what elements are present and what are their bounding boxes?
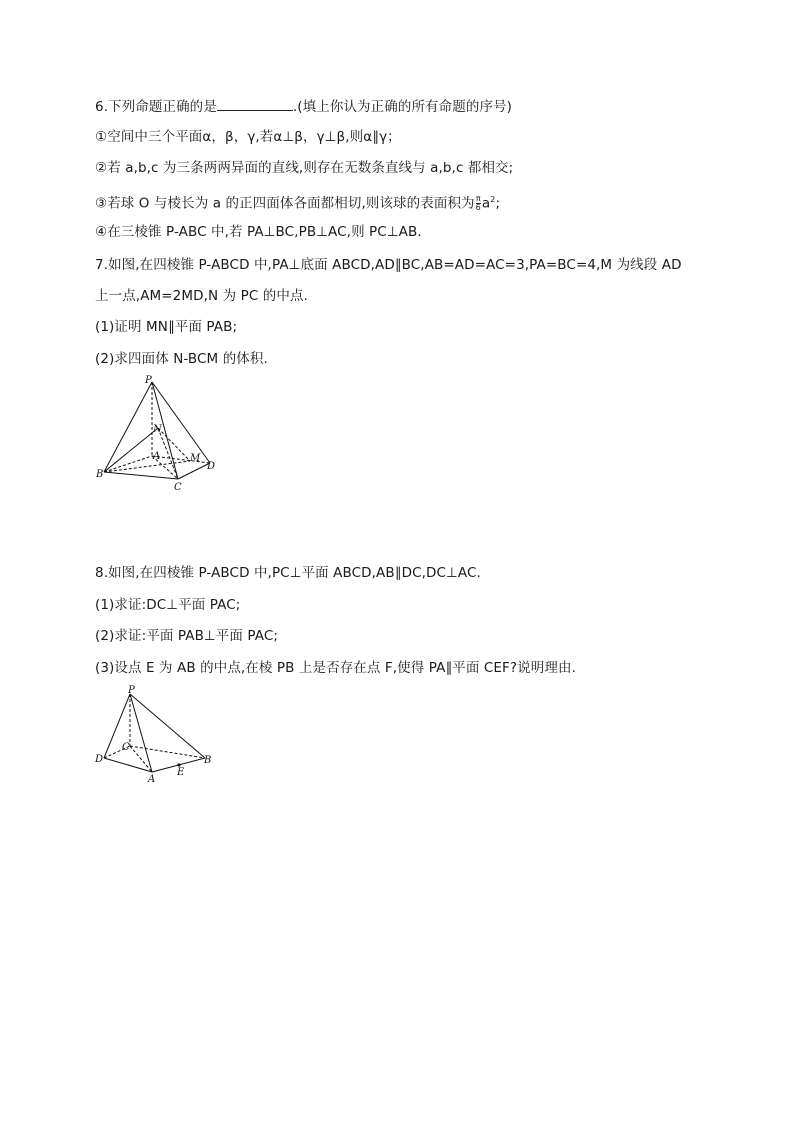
fraction-numerator: π: [475, 194, 481, 203]
label-A: A: [153, 451, 161, 462]
q7-pyramid-figure: [90, 372, 230, 494]
q8-part-2: (2)求证:平面 PAB⊥平面 PAC;: [95, 628, 279, 644]
q8-stem: 8.如图,在四棱锥 P-ABCD 中,PC⊥平面 ABCD,AB∥DC,DC⊥AC.: [95, 565, 481, 581]
q7-stem-line-2: 上一点,AM=2MD,N 为 PC 的中点.: [95, 288, 308, 304]
label-B: B: [204, 755, 212, 766]
q8-part-3: (3)设点 E 为 AB 的中点,在棱 PB 上是否存在点 F,使得 PA∥平面 CEF?说明理由.: [95, 660, 576, 676]
label-C: C: [122, 742, 130, 753]
label-C: C: [174, 482, 182, 493]
label-N: N: [153, 424, 162, 435]
q6-option-4: ④在三棱锥 P-ABC 中,若 PA⊥BC,PB⊥AC,则 PC⊥AB.: [95, 224, 422, 240]
q7-part-1: (1)证明 MN∥平面 PAB;: [95, 319, 238, 335]
label-D: D: [207, 461, 216, 472]
q6-stem-end: .(填上你认为正确的所有命题的序号): [292, 99, 513, 115]
q6-option-3: [95, 191, 500, 213]
q6-option-3-text: ③若球 O 与棱长为 a 的正四面体各面都相切,则该球的表面积为: [95, 195, 475, 212]
q7-stem-line-1: 7.如图,在四棱锥 P-ABCD 中,PA⊥底面 ABCD,AD∥BC,AB=AD=AC=3,PA=BC=4,M 为线段 AD: [95, 257, 682, 273]
label-M: M: [190, 453, 201, 464]
q7-part-2: (2)求四面体 N-BCM 的体积.: [95, 351, 268, 367]
q8-pyramid-figure: [90, 682, 220, 784]
q6-stem: [95, 97, 512, 116]
label-D: D: [95, 754, 104, 765]
label-P: P: [128, 685, 135, 696]
q6-stem-start: 6.下列命题正确的是: [95, 99, 217, 115]
q6-option-3-end: ;: [495, 195, 501, 212]
label-B: B: [96, 469, 104, 480]
q6-option-2: ②若 a,b,c 为三条两两异面的直线,则存在无数条直线与 a,b,c 都相交;: [95, 160, 514, 176]
label-E: E: [177, 767, 185, 778]
exponent: 2: [490, 195, 496, 204]
label-A: A: [148, 774, 156, 784]
fraction-pi-over-6: [476, 195, 481, 212]
q6-option-3-var: a: [481, 195, 491, 212]
fraction-denominator: 6: [475, 203, 481, 212]
q6-option-1: ①空间中三个平面α，β，γ,若α⊥β，γ⊥β,则α∥γ；: [95, 129, 401, 145]
answer-blank[interactable]: [217, 97, 293, 111]
q8-part-1: (1)求证:DC⊥平面 PAC;: [95, 597, 241, 613]
label-P: P: [145, 375, 152, 386]
